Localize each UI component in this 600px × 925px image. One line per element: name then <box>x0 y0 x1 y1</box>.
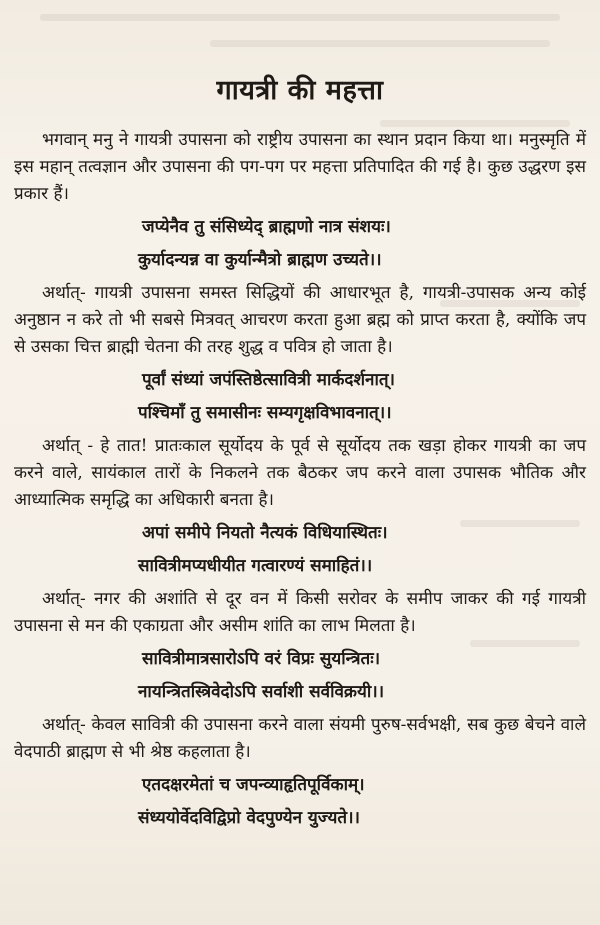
paragraph-meaning-3: अर्थात्- नगर की अशांति से दूर वन में किसी सरोवर के समीप जाकर की गई गायत्री उपासना से मन की एकाग्रता और असीम शांति का लाभ मिलता है। <box>14 589 586 636</box>
paragraph-meaning-4: अर्थात्- केवल सावित्री की उपासना करने वाला संयमी पुरुष-सर्वभक्षी, सब कुछ बेचने वाले वेदपाठी ब्राह्मण से भी श्रेष्ठ कहलाता है। <box>14 715 586 762</box>
verse-4 <box>14 646 586 706</box>
verse-line: पूर्वां संध्यां जपंस्तिष्ठेत्सावित्री मार्कदर्शनात्। <box>142 370 395 390</box>
page-content <box>14 70 586 838</box>
verse-line: पश्चिमाँ तु समासीनः सम्यगृक्षविभावनात्।। <box>138 403 392 423</box>
verse-line: जप्येनैव तु संसिध्येद् ब्राह्मणो नात्र संशयः। <box>142 217 391 237</box>
verse-line: संध्ययोर्वेदविद्विप्रो वेदपुण्येन युज्यते।। <box>138 808 360 828</box>
verse-line: अपां समीपे नियतो नैत्यकं विधियास्थितः। <box>142 523 388 543</box>
verse-line: नायन्त्रितस्त्रिवेदोऽपि सर्वाशी सर्वविक्रयी।। <box>138 682 385 702</box>
verse-3 <box>14 520 586 580</box>
page-title: गायत्री की महत्ता <box>216 75 384 106</box>
paragraph-meaning-1: अर्थात्- गायत्री उपासना समस्त सिद्धियों की आधारभूत है, गायत्री-उपासक अन्य कोई अनुष्ठान न करे तो भी सबसे मित्रवत् आचरण करता हुआ ब्रह्म को प्राप्त करता है, क्योंकि जप से उसका चित्त ब्राह्मी चेतना की तरह शुद्ध व पवित्र हो जाता है। <box>14 283 586 357</box>
verse-1 <box>14 214 586 274</box>
paragraph-meaning-2: अर्थात् - हे तात! प्रातःकाल सूर्योदय के पूर्व से सूर्योदय तक खड़ा होकर गायत्री का जप करने वाले, सायंकाल तारों के निकलने तक बैठकर जप करने वाला उपासक भौतिक और आध्यात्मिक समृद्धि का अधिकारी बनता है। <box>14 436 586 510</box>
verse-line: कुर्यादन्यन्न वा कुर्यान्मैत्रो ब्राह्मण उच्यते।। <box>138 250 382 270</box>
verse-line: सावित्रीमात्रसारोऽपि वरं विप्रः सुयन्त्रितः। <box>142 649 381 669</box>
paragraph-intro: भगवान् मनु ने गायत्री उपासना को राष्ट्रीय उपासना का स्थान प्रदान किया था। मनुस्मृति में इस महान् तत्वज्ञान और उपासना की पग-पग पर महत्ता प्रतिपादित की गई है। कुछ उद्धरण इस प्रकार हैं। <box>14 130 586 204</box>
verse-2 <box>14 367 586 427</box>
verse-5 <box>14 772 586 832</box>
verse-line: एतदक्षरमेतां च जपन्व्याहृतिपूर्विकाम्। <box>142 775 365 795</box>
verse-line: सावित्रीमप्यधीयीत गत्वारण्यं समाहितं।। <box>138 556 373 576</box>
